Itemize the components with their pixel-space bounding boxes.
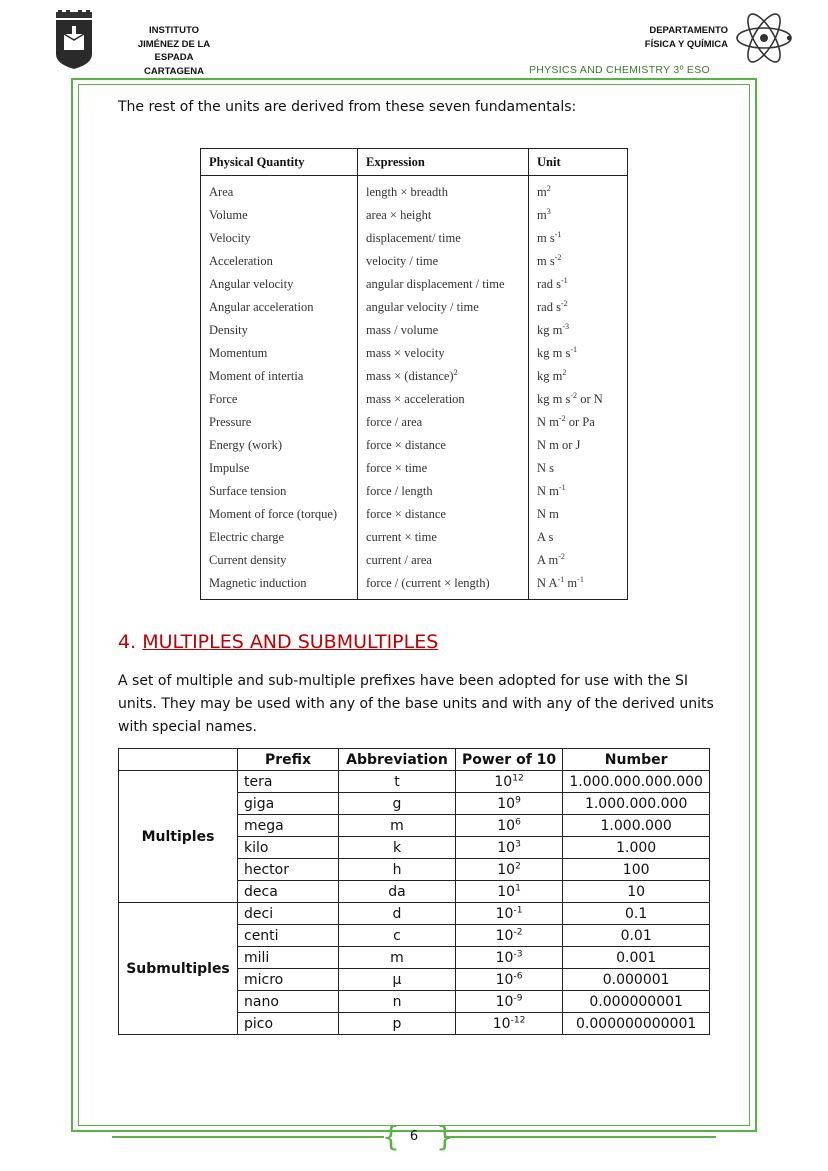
expression-text: force / area — [366, 415, 423, 429]
derived-row — [201, 572, 628, 600]
unit-text: A m — [537, 553, 559, 567]
unit-exponent: -1 — [570, 344, 578, 354]
quantity-cell: Acceleration — [201, 250, 358, 273]
prefix-cell: deci — [238, 903, 339, 925]
abbreviation-cell: h — [339, 859, 456, 881]
derived-row — [201, 319, 628, 342]
expression-cell — [358, 227, 529, 250]
prefix-table — [118, 748, 710, 1035]
power-cell — [456, 1013, 563, 1035]
power-cell — [456, 837, 563, 859]
unit-cell — [529, 342, 628, 365]
power-exponent: 1 — [515, 882, 521, 893]
unit-cell — [529, 176, 628, 205]
quantity-cell: Momentum — [201, 342, 358, 365]
unit-cell — [529, 434, 628, 457]
unit-text: kg m — [537, 369, 563, 383]
unit-cell — [529, 250, 628, 273]
expression-cell — [358, 296, 529, 319]
unit-text: N m — [537, 507, 559, 521]
expression-text: force × time — [366, 461, 428, 475]
number-cell: 0.000000000001 — [563, 1013, 710, 1035]
unit-exponent: -2 — [570, 390, 578, 400]
quantity-cell: Angular acceleration — [201, 296, 358, 319]
abbreviation-cell: m — [339, 815, 456, 837]
unit-suffix: m — [564, 576, 578, 590]
expression-cell — [358, 434, 529, 457]
power-base: 10 — [495, 971, 514, 988]
abbreviation-cell: da — [339, 881, 456, 903]
derived-row — [201, 503, 628, 526]
power-exponent: -3 — [513, 948, 523, 959]
unit-cell — [529, 480, 628, 503]
derived-row — [201, 365, 628, 388]
unit-text: N A — [537, 576, 558, 590]
power-base: 10 — [497, 861, 516, 878]
prefix-cell: kilo — [238, 837, 339, 859]
unit-cell — [529, 411, 628, 434]
power-base: 10 — [495, 993, 514, 1010]
expression-text: mass × acceleration — [366, 392, 465, 406]
unit-exponent: -1 — [560, 275, 568, 285]
expression-cell — [358, 388, 529, 411]
power-cell — [456, 881, 563, 903]
dept-line-1: DEPARTAMENTO — [649, 25, 728, 36]
expression-text: current / area — [366, 553, 432, 567]
unit-exponent: 3 — [546, 206, 551, 216]
unit-exponent: 2 — [546, 183, 551, 193]
header-expression: Expression — [358, 149, 529, 176]
prefix-cell: mili — [238, 947, 339, 969]
power-base: 10 — [495, 927, 514, 944]
unit-exponent: -1 — [554, 229, 562, 239]
prefix-cell: centi — [238, 925, 339, 947]
school-line-2: JIMÉNEZ DE LA ESPADA — [137, 38, 211, 63]
unit-text: rad s — [537, 300, 561, 314]
number-cell: 0.1 — [563, 903, 710, 925]
expression-text: force / length — [366, 484, 433, 498]
quantity-cell: Current density — [201, 549, 358, 572]
expression-exponent: 2 — [453, 367, 458, 377]
power-base: 10 — [495, 949, 514, 966]
power-exponent: -1 — [513, 904, 523, 915]
unit-exponent: 2 — [562, 367, 567, 377]
quantity-cell: Moment of force (torque) — [201, 503, 358, 526]
unit-text: N m or J — [537, 438, 581, 452]
power-cell — [456, 991, 563, 1013]
footer-brace-right: } — [436, 1120, 454, 1153]
number-cell: 0.000000001 — [563, 991, 710, 1013]
prefix-cell: nano — [238, 991, 339, 1013]
power-exponent: -6 — [513, 970, 523, 981]
number-cell: 0.001 — [563, 947, 710, 969]
derived-row — [201, 549, 628, 572]
expression-cell — [358, 204, 529, 227]
power-exponent: -12 — [510, 1014, 526, 1025]
quantity-cell: Impulse — [201, 457, 358, 480]
expression-cell — [358, 572, 529, 600]
power-cell — [456, 925, 563, 947]
prefix-cell: giga — [238, 793, 339, 815]
unit-cell — [529, 273, 628, 296]
derived-row — [201, 434, 628, 457]
expression-cell — [358, 526, 529, 549]
prefix-cell: micro — [238, 969, 339, 991]
derived-row — [201, 342, 628, 365]
derived-row — [201, 250, 628, 273]
expression-text: force × distance — [366, 507, 446, 521]
expression-cell — [358, 457, 529, 480]
section-paragraph: A set of multiple and sub-multiple prefixes have been adopted for use with the SI units. They may be used with any of the base units and with any of the derived units with special names. — [118, 673, 714, 735]
section-heading: MULTIPLES AND SUBMULTIPLES — [142, 631, 439, 653]
unit-exponent: -3 — [562, 321, 570, 331]
unit-text: kg m — [537, 323, 563, 337]
unit-text: m s — [537, 254, 555, 268]
number-cell: 1.000 — [563, 837, 710, 859]
expression-text: displacement/ time — [366, 231, 461, 245]
power-exponent: 12 — [512, 772, 524, 783]
unit-text: N s — [537, 461, 555, 475]
power-cell — [456, 771, 563, 793]
expression-text: force / (current × length) — [366, 576, 490, 590]
power-base: 10 — [497, 795, 516, 812]
power-exponent: 9 — [515, 794, 521, 805]
power-exponent: 6 — [515, 816, 521, 827]
power-cell — [456, 793, 563, 815]
quantity-cell: Velocity — [201, 227, 358, 250]
power-exponent: 2 — [515, 860, 521, 871]
power-base: 10 — [494, 773, 513, 790]
quantity-cell: Electric charge — [201, 526, 358, 549]
unit-exponent: -2 — [558, 413, 566, 423]
number-cell: 10 — [563, 881, 710, 903]
section-number: 4. — [118, 631, 137, 653]
derived-table-header — [201, 149, 628, 176]
unit-cell — [529, 365, 628, 388]
page-number: 6 — [409, 1129, 419, 1144]
derived-row — [201, 227, 628, 250]
expression-text: length × breadth — [366, 185, 449, 199]
expression-cell — [358, 342, 529, 365]
expression-text: velocity / time — [366, 254, 439, 268]
unit-cell — [529, 457, 628, 480]
unit-text: N m — [537, 484, 559, 498]
expression-text: angular velocity / time — [366, 300, 479, 314]
number-cell: 1.000.000.000.000 — [563, 771, 710, 793]
prefix-row — [119, 903, 710, 925]
expression-cell — [358, 503, 529, 526]
unit-text: m s — [537, 231, 555, 245]
prefix-cell: deca — [238, 881, 339, 903]
abbreviation-cell: g — [339, 793, 456, 815]
power-base: 10 — [492, 1015, 511, 1032]
number-cell: 100 — [563, 859, 710, 881]
unit-text: rad s — [537, 277, 561, 291]
expression-text: force × distance — [366, 438, 446, 452]
expression-text: area × height — [366, 208, 432, 222]
power-exponent: -9 — [513, 992, 523, 1003]
derived-row — [201, 273, 628, 296]
section-title — [118, 631, 438, 653]
unit-text: m — [537, 208, 547, 222]
prefix-cell: tera — [238, 771, 339, 793]
expression-text: mass / volume — [366, 323, 439, 337]
abbreviation-cell: n — [339, 991, 456, 1013]
derived-row — [201, 411, 628, 434]
unit-exponent: -2 — [558, 551, 565, 561]
unit-cell — [529, 503, 628, 526]
power-base: 10 — [497, 883, 516, 900]
header-power: Power of 10 — [456, 749, 563, 771]
unit-exponent: -1 — [558, 482, 566, 492]
unit-exponent: -1 — [557, 574, 565, 584]
intro-text: The rest of the units are derived from these seven fundamentals: — [118, 99, 577, 115]
unit-suffix: or N — [577, 392, 603, 406]
derived-row — [201, 480, 628, 503]
unit-cell — [529, 204, 628, 227]
quantity-cell: Pressure — [201, 411, 358, 434]
power-base: 10 — [495, 905, 514, 922]
power-exponent: 3 — [515, 838, 521, 849]
expression-cell — [358, 549, 529, 572]
course-label: PHYSICS AND CHEMISTRY 3º ESO — [528, 64, 710, 76]
expression-cell — [358, 480, 529, 503]
expression-cell — [358, 411, 529, 434]
expression-text: mass × (distance) — [366, 369, 454, 383]
power-cell — [456, 859, 563, 881]
derived-row — [201, 176, 628, 205]
unit-suffix: or Pa — [565, 415, 595, 429]
group-cell: Multiples — [119, 771, 238, 903]
unit-cell — [529, 227, 628, 250]
power-base: 10 — [497, 839, 516, 856]
header-abbreviation: Abbreviation — [339, 749, 456, 771]
derived-row — [201, 296, 628, 319]
unit-cell — [529, 296, 628, 319]
power-cell — [456, 903, 563, 925]
expression-cell — [358, 319, 529, 342]
unit-text: kg m s — [537, 346, 571, 360]
quantity-cell: Area — [201, 176, 358, 205]
power-cell — [456, 969, 563, 991]
footer-line-left — [112, 1136, 384, 1138]
unit-text: kg m s — [537, 392, 571, 406]
abbreviation-cell: p — [339, 1013, 456, 1035]
expression-text: current × time — [366, 530, 437, 544]
header-quantity: Physical Quantity — [201, 149, 358, 176]
footer-brace-left: { — [382, 1120, 400, 1153]
header-number: Number — [563, 749, 710, 771]
derived-row — [201, 526, 628, 549]
power-exponent: -2 — [513, 926, 523, 937]
derived-units-table — [200, 148, 628, 600]
abbreviation-cell: c — [339, 925, 456, 947]
power-cell — [456, 947, 563, 969]
derived-row — [201, 204, 628, 227]
unit-text: N m — [537, 415, 559, 429]
quantity-cell: Energy (work) — [201, 434, 358, 457]
unit-cell — [529, 388, 628, 411]
unit-cell — [529, 572, 628, 600]
school-name — [118, 24, 230, 78]
atom-icon — [734, 8, 794, 68]
expression-text: mass × velocity — [366, 346, 445, 360]
derived-row — [201, 457, 628, 480]
power-base: 10 — [497, 817, 516, 834]
prefix-table-header — [119, 749, 710, 771]
unit-exponent-2: -1 — [577, 574, 584, 584]
abbreviation-cell: d — [339, 903, 456, 925]
group-cell: Submultiples — [119, 903, 238, 1035]
prefix-cell: mega — [238, 815, 339, 837]
footer-line-right — [444, 1136, 716, 1138]
expression-text: angular displacement / time — [366, 277, 505, 291]
expression-cell — [358, 273, 529, 296]
dept-line-2: FÍSICA Y QUÍMICA — [644, 38, 728, 50]
quantity-cell: Density — [201, 319, 358, 342]
unit-exponent: -2 — [560, 298, 568, 308]
school-line-1: INSTITUTO — [149, 25, 199, 36]
quantity-cell: Moment of intertia — [201, 365, 358, 388]
abbreviation-cell: k — [339, 837, 456, 859]
unit-exponent: -2 — [554, 252, 562, 262]
quantity-cell: Volume — [201, 204, 358, 227]
abbreviation-cell: μ — [339, 969, 456, 991]
power-cell — [456, 815, 563, 837]
prefix-row — [119, 771, 710, 793]
abbreviation-cell: m — [339, 947, 456, 969]
derived-row — [201, 388, 628, 411]
quantity-cell: Force — [201, 388, 358, 411]
unit-text: A s — [537, 530, 554, 544]
quantity-cell: Surface tension — [201, 480, 358, 503]
number-cell: 1.000.000 — [563, 815, 710, 837]
prefix-cell: hector — [238, 859, 339, 881]
prefix-cell: pico — [238, 1013, 339, 1035]
number-cell: 1.000.000.000 — [563, 793, 710, 815]
number-cell: 0.01 — [563, 925, 710, 947]
quantity-cell: Angular velocity — [201, 273, 358, 296]
expression-cell — [358, 250, 529, 273]
unit-cell — [529, 549, 628, 572]
unit-cell — [529, 319, 628, 342]
unit-text: m — [537, 185, 547, 199]
school-line-3: CARTAGENA — [144, 65, 204, 77]
header-group — [119, 749, 238, 771]
number-cell: 0.000001 — [563, 969, 710, 991]
unit-cell — [529, 526, 628, 549]
quantity-cell: Magnetic induction — [201, 572, 358, 600]
expression-cell — [358, 176, 529, 205]
expression-cell — [358, 365, 529, 388]
header-prefix: Prefix — [238, 749, 339, 771]
header-unit: Unit — [529, 149, 628, 176]
abbreviation-cell: t — [339, 771, 456, 793]
school-logo — [54, 10, 94, 70]
department-name — [610, 24, 728, 51]
